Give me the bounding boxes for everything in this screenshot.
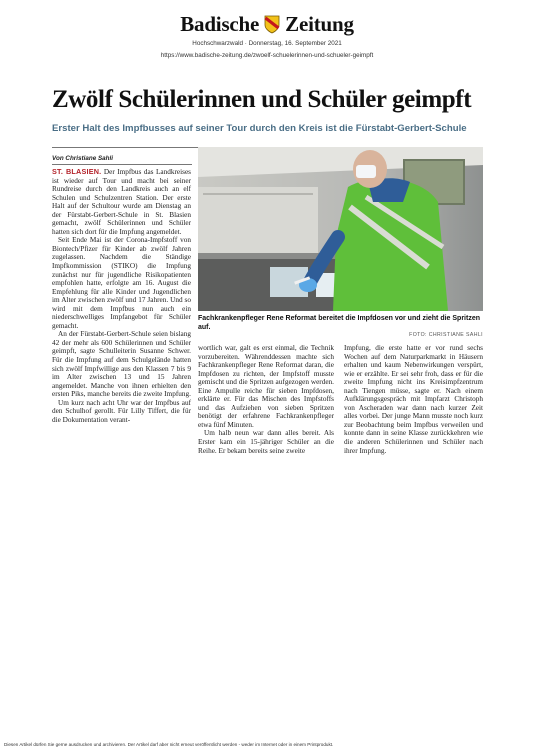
photo-credit: FOTO: CHRISTIANE SAHLI xyxy=(409,332,483,338)
photo-caption: Fachkrankenpfleger Rene Reformat bereitet die Impfdosen vor und zieht die Spritzen auf. xyxy=(198,315,480,331)
masthead xyxy=(0,12,534,60)
article-subhead: Erster Halt des Impfbusses auf seiner Tour durch den Kreis ist die Fürstabt-Gerbert-Schule xyxy=(52,123,467,134)
text-column-2 xyxy=(198,344,334,455)
edition-date: Hochschwarzwald · Donnerstag, 16. September 2021 xyxy=(192,40,342,47)
byline-divider xyxy=(52,164,192,165)
paragraph: ST. BLASIEN. Der Impfbus das Landkreises ist wieder auf Tour und macht bei seiner Rundreise durch den Landkreis auch an elf Schulen und Schulzentren Station. Der erste Halt auf der Schultour wurde am Dienstag an der Fürstabt-Gerbert-Schule in St. Blasien gemacht, zwölf Schülerinnen und Schüler hatten sich dort für die Impfung angemeldet. xyxy=(52,167,191,236)
newspaper-logo[interactable] xyxy=(180,12,354,37)
paragraph: Um kurz nach acht Uhr war der Impfbus auf den Schulhof gerollt. Für Lilly Tiffert, die für die Dokumentation verant- xyxy=(52,398,191,424)
article-photo[interactable] xyxy=(198,147,483,311)
article-headline: Zwölf Schülerinnen und Schüler geimpft xyxy=(52,86,472,113)
article-url[interactable]: https://www.badische-zeitung.de/zwoelf-schuelerinnen-und-schueler-geimpft xyxy=(160,51,374,59)
brand-right: Zeitung xyxy=(285,12,354,36)
text-column-1 xyxy=(52,168,191,424)
paragraph: Um halb neun war dann alles bereit. Als Erster kam ein 15-jähriger Schüler an die Reihe. Er bekam bereits seine zweite xyxy=(198,429,334,455)
brand-left: Badische xyxy=(180,12,260,36)
coat-of-arms-icon xyxy=(264,15,280,34)
text-column-3 xyxy=(344,344,483,455)
paragraph: Seit Ende Mai ist der Corona-Impfstoff von Biontech/Pfizer für Kinder ab zwölf Jahren zugelassen. Nachdem die Ständige Impfkommission (STIKO) die Impfung zunächst nur für jugendliche Risikopatienten empfohlen hatte, erfolgte am 16. August die Empfehlung für alle Kinder und Jugendlichen im Alter zwischen zwölf und 17 Jahren. Und so wird mit dem Impfbus nun auch ein niederschwelliges Impfangebot für Schüler gemacht. xyxy=(52,236,191,330)
paragraph: Impfung, die erste hatte er vor rund sechs Wochen auf dem Naturparkmarkt in Häusern erhalten und kaum Nebenwirkungen verspürt, wie er erzählte. Er sei sehr froh, dass er für die zweite Impfung nicht ins Kreisimpfzentrum nach Tiengen müsse, sagte er. Nach einem Aufklärungsgespräch mit Impfarzt Christoph von Ascheraden war dann nach kurzer Zeit alles vorbei. Der junge Mann musste noch kurz zur Beobachtung beim Impfbus verweilen und konnte dann in seine Klasse zurückkehren wie die anderen Schülerinnen und Schüler nach ihrer Impfung. xyxy=(344,344,483,455)
paragraph: An der Fürstabt-Gerbert-Schule seien bislang 42 der mehr als 600 Schülerinnen und Schüler geimpft, sagte Schulleiterin Susanne Schwer. Für die Impfung auf dem Schulgelände hatten sich zwölf Impfwillige aus den Klassen 7 bis 9 im Alter zwischen 13 und 15 Jahren angemeldet. Manche von ihnen erhielten den ersten Piks, manche bereits die zweite Impfung. xyxy=(52,330,191,399)
paragraph: wortlich war, galt es erst einmal, die Technik vorzubereiten. Währenddessen machte sich Fachkrankenpfleger Rene Reformat daran, die Impfdosen zu richten, der Impfstoff musste gemischt und die Spritzen aufgezogen werden. Eine Ampulle reiche für sieben Impfdosen, erklärte er. Für das Mischen des Impfstoffs und das Aufziehen von sieben Spritzen benötigt der erfahrene Fachkrankenpfleger etwa fünf Minuten. xyxy=(198,344,334,429)
copyright-notice: Diesen Artikel dürfen Sie gerne ausdrucken und archivieren. Der Artikel darf aber nicht erneut veröffentlicht werden - weder im Internet oder in einem Printprodukt. xyxy=(4,742,334,747)
dateline: ST. BLASIEN. xyxy=(52,167,102,176)
author-byline: Von Christiane Sahli xyxy=(52,155,113,162)
